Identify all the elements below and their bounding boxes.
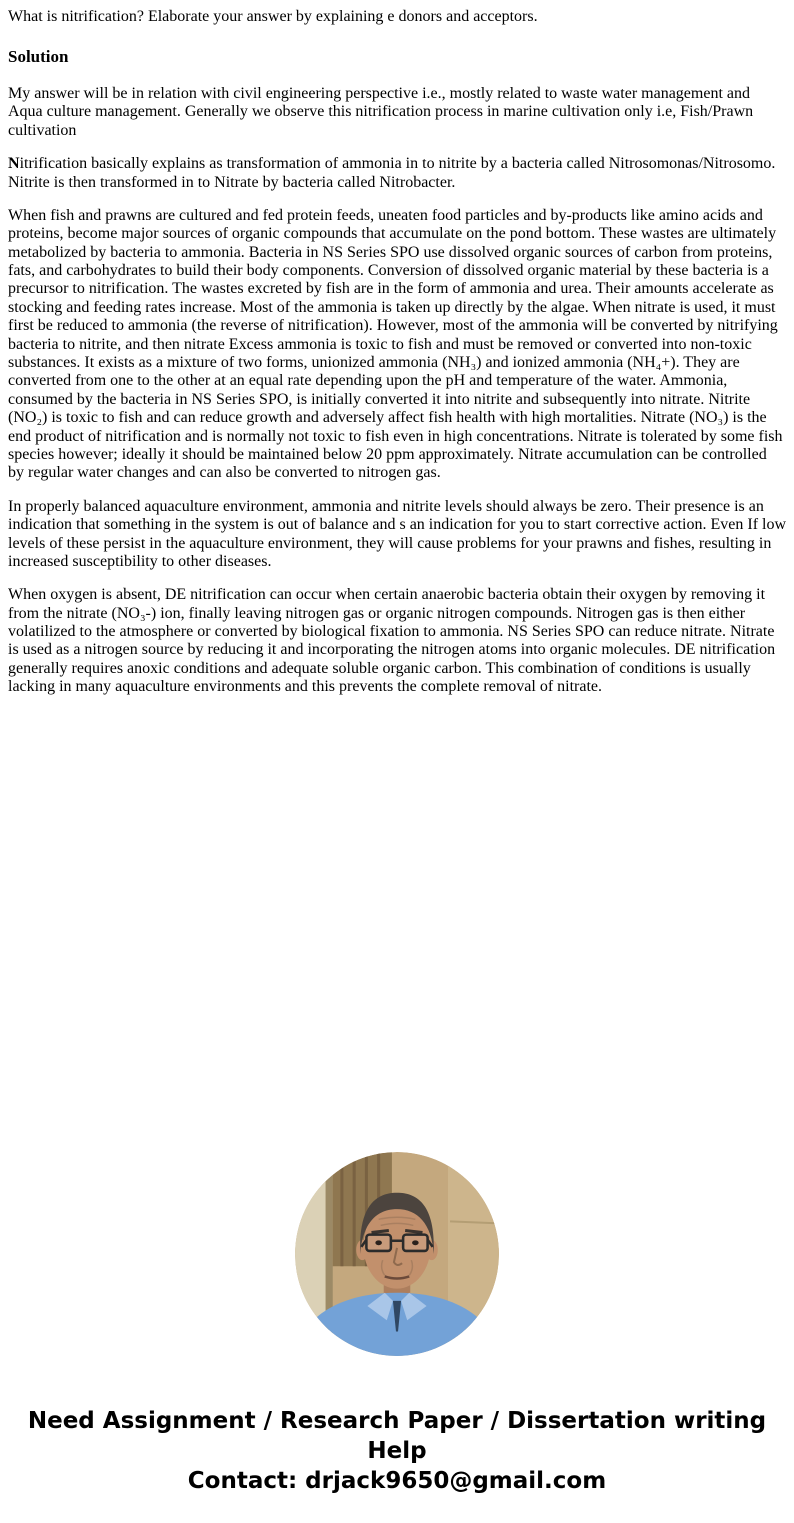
eye-right bbox=[412, 1240, 419, 1245]
paragraph-balanced-environment: In properly balanced aquaculture environment, ammonia and nitrite levels should always be zero. Their presence is an indication that something in the system is out of balance and s an indication for you to start corrective action. Even If low levels of these persist in the aquaculture environment, they will cause problems for your prawns and fishes, resulting in increased susceptibility to other diseases. bbox=[8, 497, 787, 570]
eyebrow-left bbox=[372, 1230, 389, 1232]
person-photo-illustration bbox=[295, 1152, 499, 1356]
paragraph-fish-waste: When fish and prawns are cultured and fed protein feeds, uneaten food particles and by-products like amino acids and proteins, become major sources of organic compounds that accumulate on the pond bottom. These wastes are ultimately metabolized by bacteria to ammonia. Bacteria in NS Series SPO use dissolved organic sources of carbon from proteins, fats, and carbohydrates to build their body components. Conversion of dissolved organic material by these bacteria is a precursor to nitrification. The wastes excreted by fish are in the form of ammonia and urea. Their amounts accelerate as stocking and feeding rates increase. Most of the ammonia is taken up directly by the algae. When nitrate is used, it must first be reduced to ammonia (the reverse of nitrification). However, most of the ammonia will be converted by nitrifying bacteria to nitrite, and then nitrate Excess ammonia is toxic to fish and must be removed or converted into non-toxic substances. It exists as a mixture of two forms, unionized ammonia (NH₃) and ionized ammonia (NH₄+). They are converted from one to the other at an equal rate depending upon the pH and temperature of the water. Ammonia, consumed by the bacteria in NS Series SPO, is initially converted it into nitrite and subsequently into nitrate. Nitrite (NO₂) is toxic to fish and can reduce growth and adversely affect fish health with high mortalities. Nitrate (NO₃) is the end product of nitrification and is normally not toxic to fish even in high concentrations. Nitrate is tolerated by some fish species however; ideally it should be maintained below 20 ppm approximately. Nitrate accumulation can be controlled by regular water changes and can also be converted to nitrogen gas. bbox=[8, 206, 783, 482]
footer bbox=[8, 1406, 786, 1496]
bold-lead-letter: N bbox=[8, 155, 20, 173]
footer-contact-email: Contact: drjack9650@gmail.com bbox=[187, 1467, 607, 1494]
whitespace-spacer bbox=[8, 712, 786, 1152]
avatar-container bbox=[295, 1152, 499, 1356]
question-text: What is nitrification? Elaborate your answer by explaining e donors and acceptors. bbox=[8, 8, 538, 25]
eye-left bbox=[375, 1240, 382, 1245]
eyebrow-right bbox=[405, 1230, 422, 1232]
paragraph-intro: My answer will be in relation with civil engineering perspective i.e., mostly related to waste water management and Aqua culture management. Generally we observe this nitrification process in marine cultivation only i.e, Fish/Prawn cultivation bbox=[8, 84, 754, 139]
solution-heading: Solution bbox=[8, 47, 69, 67]
paragraph-nitrification-definition bbox=[8, 155, 786, 192]
avatar bbox=[295, 1152, 499, 1356]
paragraph-denitrification: When oxygen is absent, DE nitrification can occur when certain anaerobic bacteria obtain their oxygen by removing it from the nitrate (NO₃-) ion, finally leaving nitrogen gas or organic nitrogen compounds. Nitrogen gas is then either volatilized to the atmosphere or converted by biological fixation to ammonia. NS Series SPO can reduce nitrate. Nitrate is used as a nitrogen source by reducing it and incorporating the nitrogen atoms into organic molecules. DE nitrification generally requires anoxic conditions and adequate soluble organic carbon. This combination of conditions is usually lacking in many aquaculture environments and this prevents the complete removal of nitrate. bbox=[8, 586, 776, 696]
footer-help-text: Need Assignment / Research Paper / Dissertation writing Help bbox=[27, 1407, 767, 1464]
nitrification-definition-text: itrification basically explains as transformation of ammonia in to nitrite by a bacteria called Nitrosomonas/Nitrosomo. Nitrite is then transformed in to Nitrate by bacteria called Nitrobacter. bbox=[8, 155, 776, 191]
